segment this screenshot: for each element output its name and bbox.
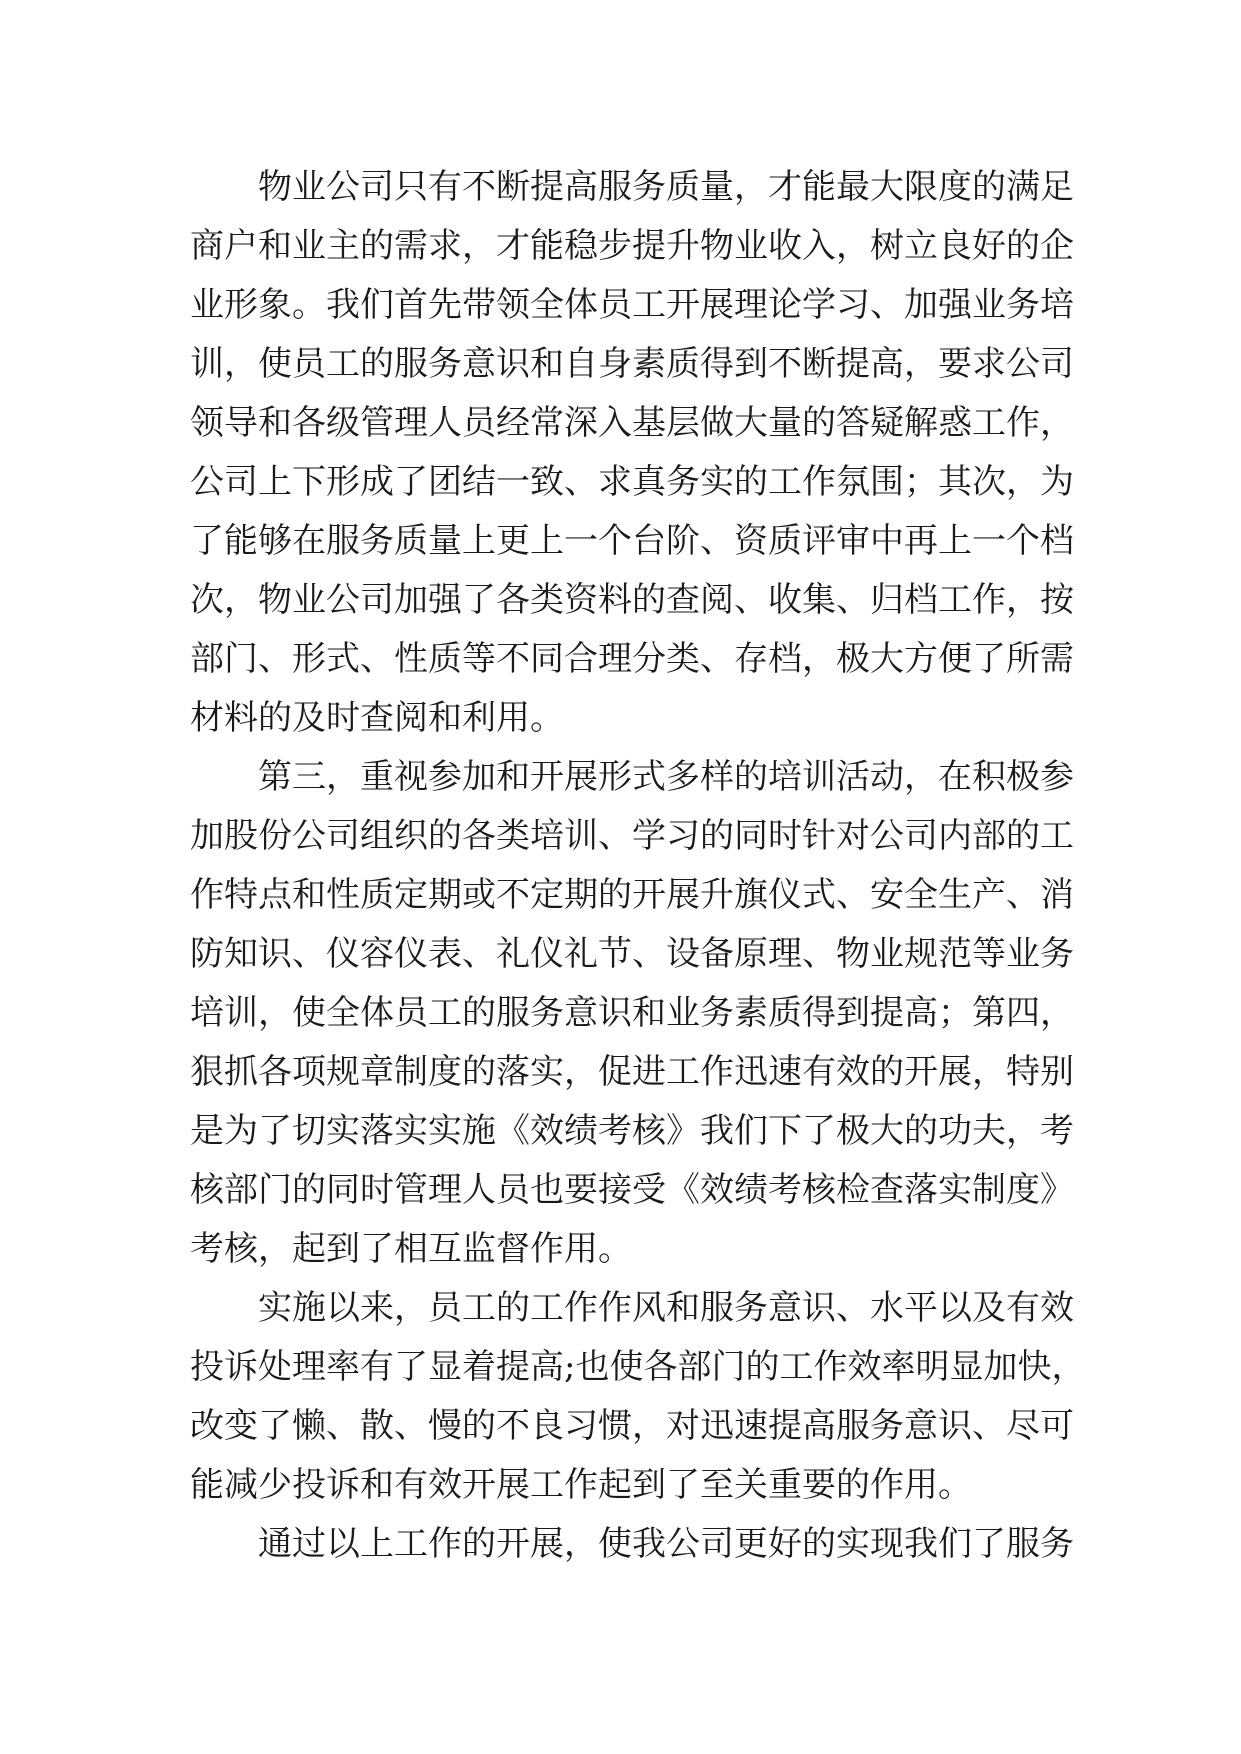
text-line: 材料的及时查阅和利用。 — [190, 698, 564, 738]
text-line: 训，使员工的服务意识和自身素质得到不断提高，要求公司 — [190, 344, 1074, 384]
text-line: 核部门的同时管理人员也要接受《效绩考核检查落实制度》 — [190, 1170, 1074, 1210]
paragraph-1 — [190, 158, 1074, 748]
text-line: 投诉处理率有了显着提高;也使各部门的工作效率明显加快， — [190, 1347, 1086, 1387]
text-line: 加股份公司组织的各类培训、学习的同时针对公司内部的工 — [190, 816, 1074, 856]
paragraph-2 — [190, 748, 1074, 1279]
text-line: 业形象。我们首先带领全体员工开展理论学习、加强业务培 — [190, 285, 1074, 325]
text-line: 改变了懒、散、慢的不良习惯，对迅速提高服务意识、尽可 — [190, 1406, 1074, 1446]
text-line: 公司上下形成了团结一致、求真务实的工作氛围；其次，为 — [190, 462, 1074, 502]
text-line: 物业公司只有不断提高服务质量，才能最大限度的满足 — [258, 167, 1074, 207]
text-line: 防知识、仪容仪表、礼仪礼节、设备原理、物业规范等业务 — [190, 934, 1074, 974]
text-line: 培训，使全体员工的服务意识和业务素质得到提高；第四， — [190, 993, 1074, 1033]
text-line: 了能够在服务质量上更上一个台阶、资质评审中再上一个档 — [190, 521, 1074, 561]
text-line: 是为了切实落实实施《效绩考核》我们下了极大的功夫，考 — [190, 1111, 1074, 1151]
text-line: 通过以上工作的开展，使我公司更好的实现我们了服务 — [258, 1524, 1074, 1564]
document-body — [190, 158, 1086, 1574]
text-line: 部门、形式、性质等不同合理分类、存档，极大方便了所需 — [190, 639, 1074, 679]
text-line: 实施以来，员工的工作作风和服务意识、水平以及有效 — [258, 1288, 1074, 1328]
text-line: 考核，起到了相互监督作用。 — [190, 1229, 632, 1269]
text-line: 商户和业主的需求，才能稳步提升物业收入，树立良好的企 — [190, 226, 1074, 266]
text-line: 领导和各级管理人员经常深入基层做大量的答疑解惑工作， — [190, 403, 1074, 443]
text-line: 次，物业公司加强了各类资料的查阅、收集、归档工作，按 — [190, 580, 1074, 620]
text-line: 能减少投诉和有效开展工作起到了至关重要的作用。 — [190, 1465, 972, 1505]
paragraph-4 — [190, 1515, 1074, 1574]
paragraph-3 — [190, 1279, 1086, 1515]
text-line: 第三，重视参加和开展形式多样的培训活动，在积极参 — [258, 757, 1074, 797]
text-line: 狠抓各项规章制度的落实，促进工作迅速有效的开展，特别 — [190, 1052, 1074, 1092]
text-line: 作特点和性质定期或不定期的开展升旗仪式、安全生产、消 — [190, 875, 1074, 915]
